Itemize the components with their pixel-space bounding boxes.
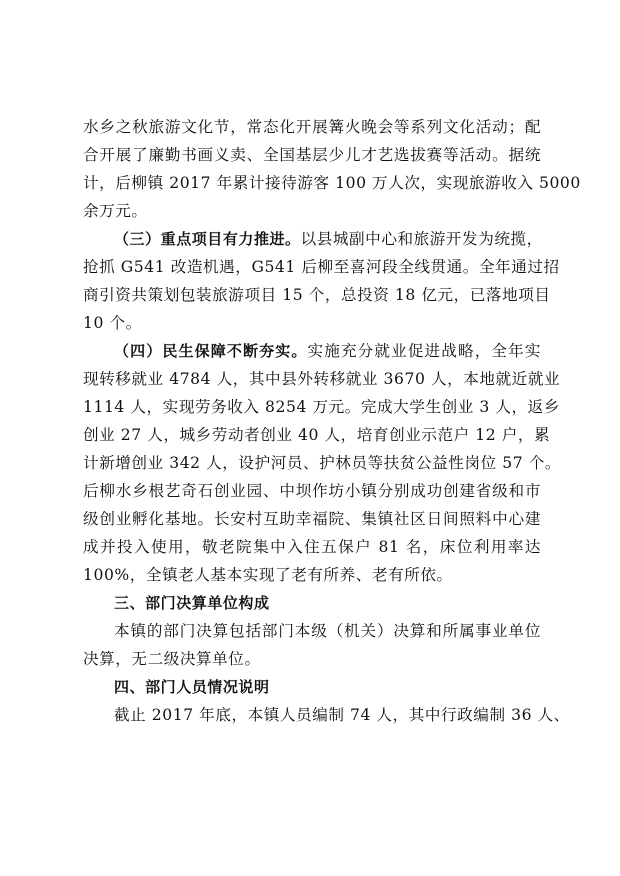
text-line: 商引资共策划包装旅游项目 15 个，总投资 18 亿元，已落地项目 [83, 286, 551, 304]
text-line: 创业 27 人，城乡劳动者创业 40 人，培育创业示范户 12 户，累 [83, 426, 551, 444]
text-line: 本镇的部门决算包括部门本级（机关）决算和所属事业单位 [114, 622, 541, 640]
text-line: 级创业孵化基地。长安村互助幸福院、集镇社区日间照料中心建 [83, 510, 541, 528]
text-line [83, 225, 541, 253]
text-line: 1114 人，实现劳务收入 8254 万元。完成大学生创业 3 人，返乡 [83, 398, 560, 416]
text-line: 100%，全镇老人基本实现了老有所养、老有所依。 [83, 566, 453, 584]
paragraph-unit-composition [83, 617, 541, 673]
text-line: 计，后柳镇 2017 年累计接待游客 100 万人次，实现旅游收入 5000 [83, 174, 581, 192]
text-line: 决算，无二级决算单位。 [83, 650, 261, 668]
section-heading-3: 三、部门决算单位构成 [114, 594, 270, 612]
paragraph-heading: （三）重点项目有力推进。 [114, 230, 301, 248]
text-line: 余万元。 [83, 202, 148, 220]
text-line: 抢抓 G541 改造机遇，G541 后柳至喜河段全线贯通。全年通过招 [83, 258, 560, 276]
text-line: 现转移就业 4784 人，其中县外转移就业 3670 人，本地就近就业 [83, 370, 561, 388]
text-line: 成并投入使用，敬老院集中入住五保户 81 名，床位利用率达 [83, 538, 541, 556]
text-line [83, 337, 541, 365]
text-line: 合开展了廉勤书画义卖、全国基层少儿才艺选拔赛等活动。据统 [83, 146, 541, 164]
section-heading-4: 四、部门人员情况说明 [114, 678, 270, 696]
paragraph-heading: （四）民生保障不断夯实。 [114, 342, 308, 360]
text-line: 截止 2017 年底，本镇人员编制 74 人，其中行政编制 36 人、 [114, 706, 570, 724]
text-line: 计新增创业 342 人，设护河员、护林员等扶贫公益性岗位 57 个。 [83, 454, 561, 472]
text-line: 10 个。 [83, 314, 142, 332]
text-line: 水乡之秋旅游文化节，常态化开展篝火晚会等系列文化活动；配 [83, 118, 541, 136]
paragraph-livelihood [83, 337, 561, 589]
paragraph-staffing [83, 701, 570, 729]
text-run: 实施充分就业促进战略，全年实 [307, 342, 542, 360]
paragraph-tourism-festival [83, 113, 581, 225]
text-run: 以县城副中心和旅游开发为统揽， [300, 230, 543, 248]
document-body [83, 113, 581, 729]
text-line: 后柳水乡根艺奇石创业园、中坝作坊小镇分别成功创建省级和市 [83, 482, 541, 500]
paragraph-key-projects [83, 225, 560, 337]
